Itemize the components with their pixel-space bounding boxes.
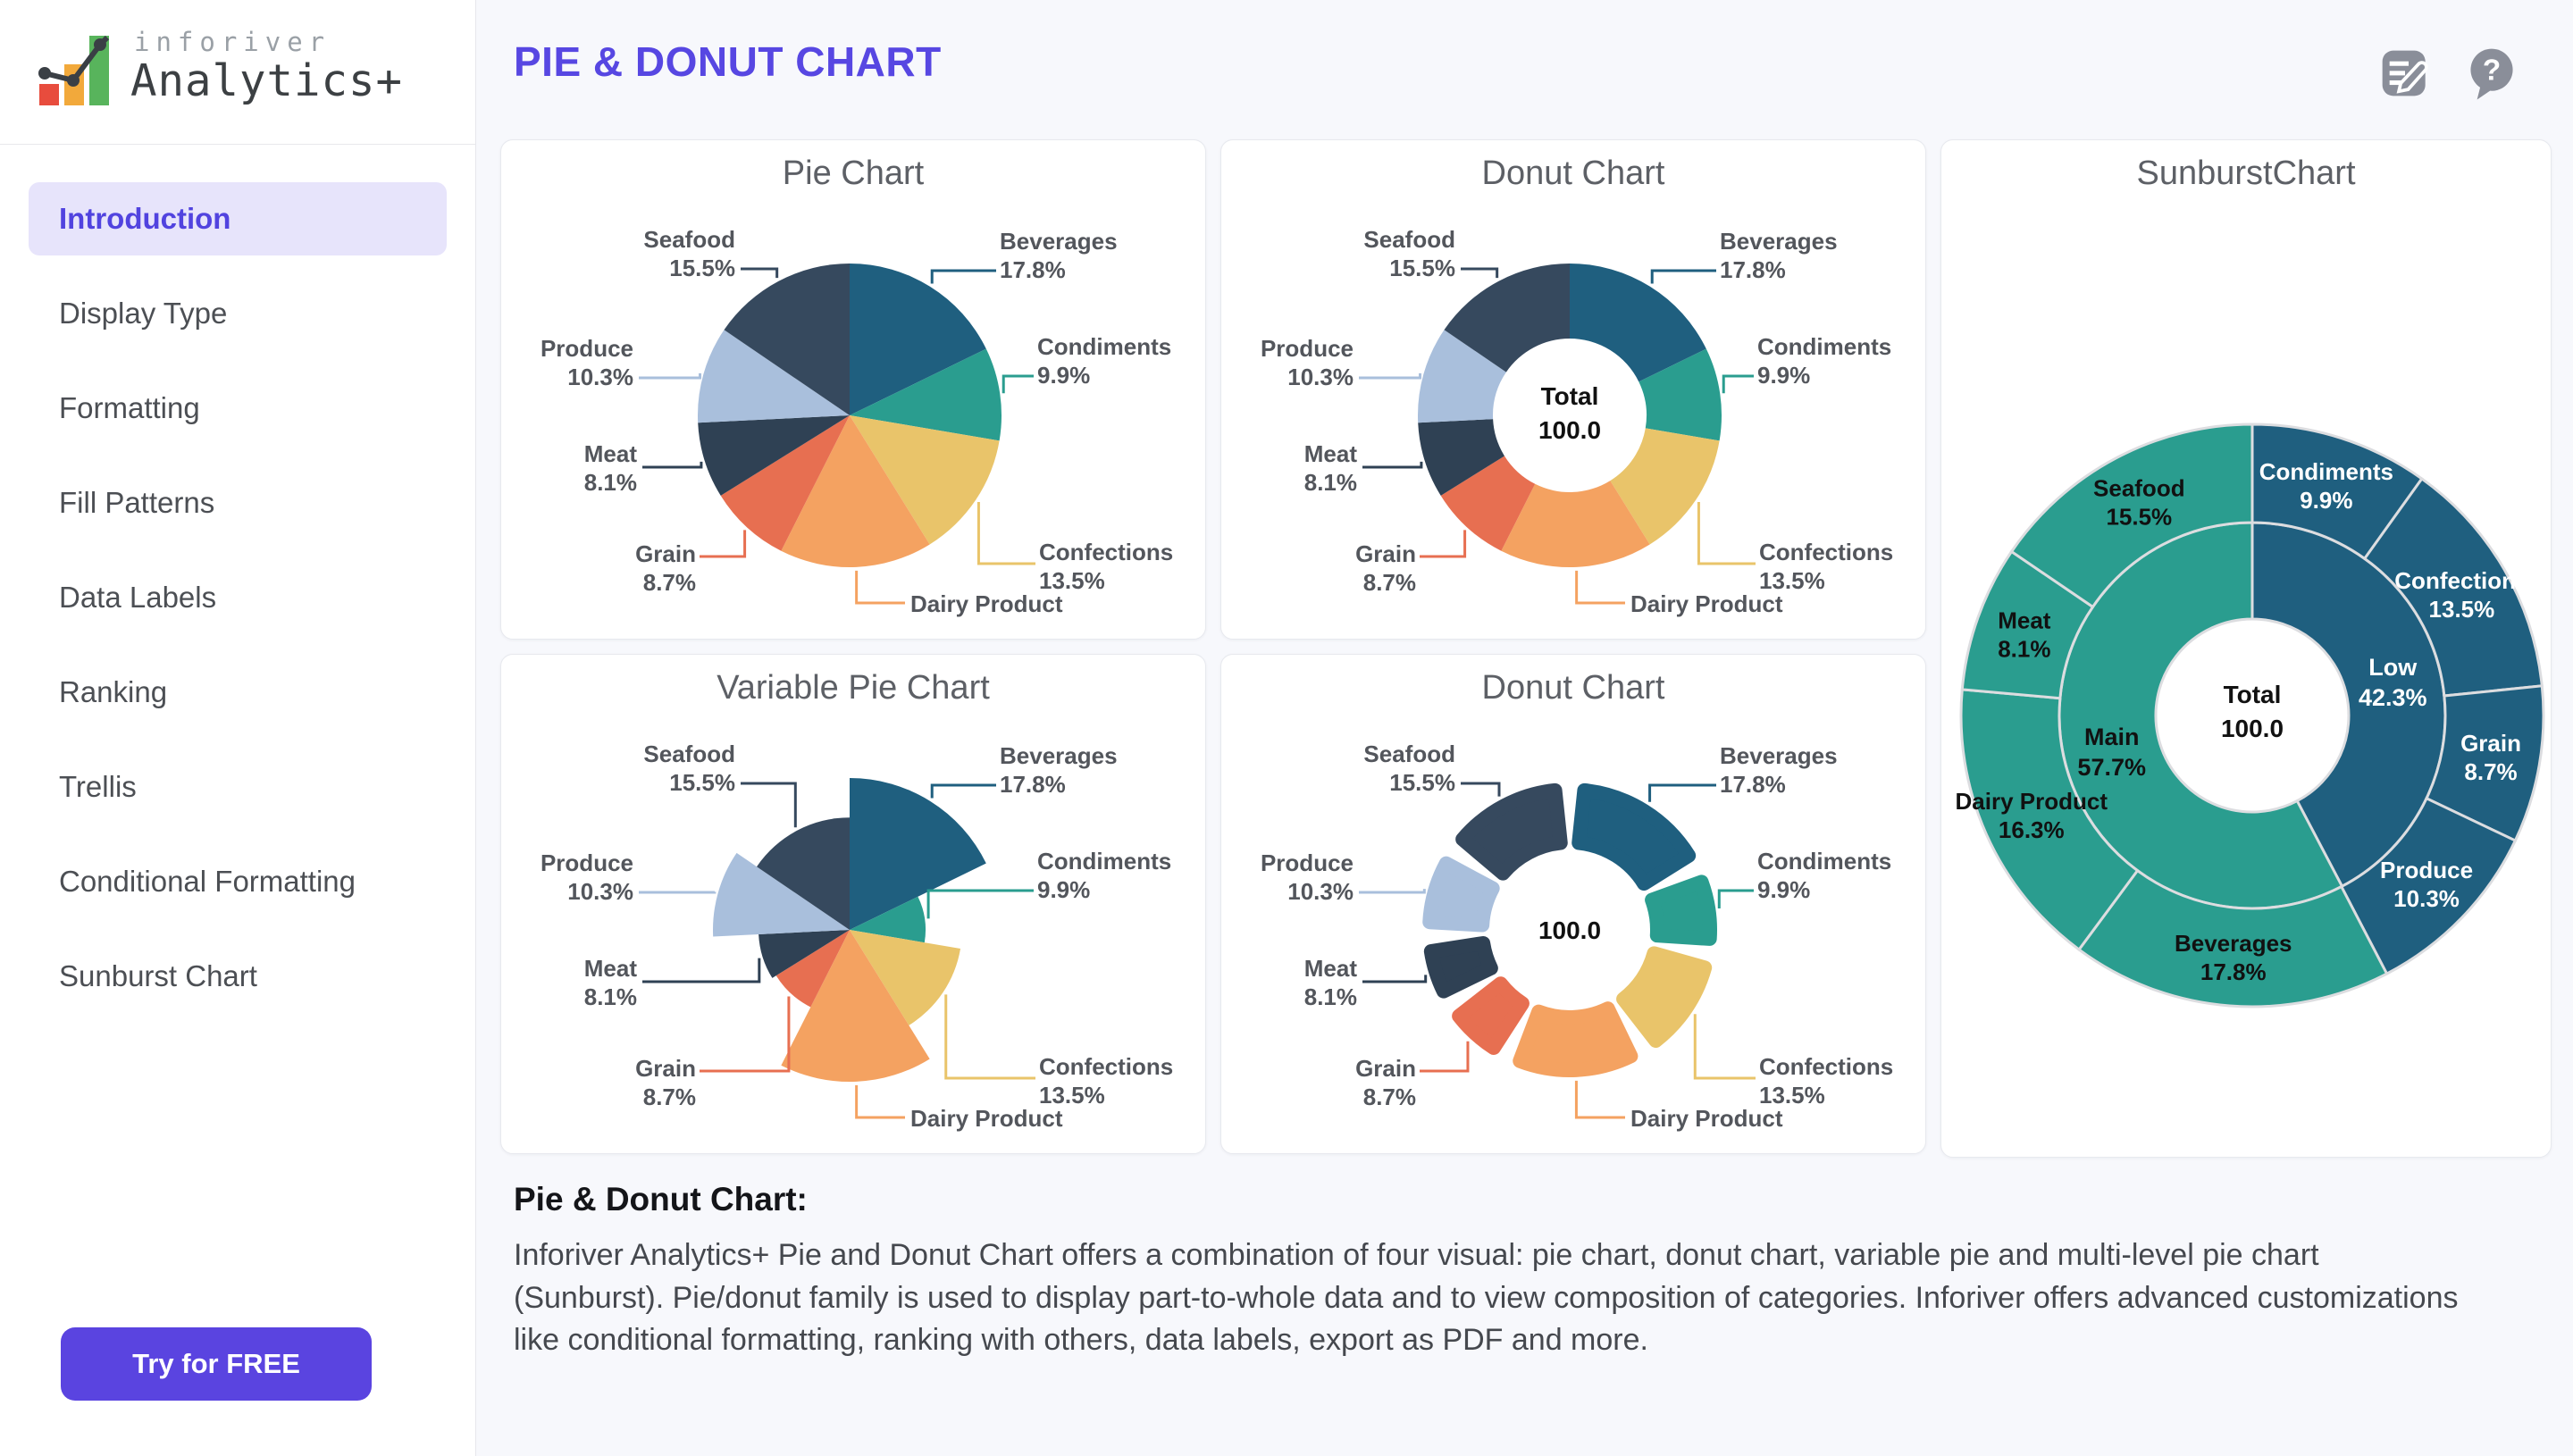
svg-text:Grain: Grain [1355,1055,1416,1082]
svg-text:Seafood: Seafood [643,226,735,253]
panel-title: SunburstChart [2136,155,2356,192]
svg-text:8.1%: 8.1% [1303,469,1357,496]
svg-text:Dairy Product: Dairy Product [910,1105,1063,1132]
brand-name-bottom: Analytics+ [130,55,404,106]
svg-text:15.5%: 15.5% [669,255,735,281]
svg-text:Meat: Meat [1303,440,1357,467]
svg-text:8.1%: 8.1% [583,469,637,496]
donut-chart-svg [1221,140,1927,640]
svg-text:?: ? [2482,54,2502,88]
svg-text:Meat: Meat [1303,955,1357,982]
svg-text:Condiments: Condiments [1037,333,1172,360]
svg-text:17.8%: 17.8% [1720,771,1786,798]
svg-text:Condiments: Condiments [1757,848,1892,874]
svg-text:10.3%: 10.3% [2393,885,2460,913]
svg-text:Dairy Product: Dairy Product [1955,788,2108,816]
edit-note-icon[interactable] [2376,45,2434,106]
brand-bars-icon [38,27,123,120]
svg-text:8.7%: 8.7% [1362,569,1416,596]
svg-text:Confections: Confections [2394,567,2529,595]
svg-text:10.3%: 10.3% [567,364,633,390]
sidebar-item-introduction[interactable]: Introduction [29,182,447,255]
svg-text:17.8%: 17.8% [1000,256,1066,283]
sidebar-nav [0,145,476,1034]
svg-text:13.5%: 13.5% [1759,1082,1825,1109]
sidebar-item-display-type[interactable]: Display Type [59,297,228,330]
svg-text:Dairy Product: Dairy Product [1630,1105,1783,1132]
svg-text:9.9%: 9.9% [1757,876,1811,903]
svg-text:Confections: Confections [1759,1053,1894,1080]
svg-text:17.8%: 17.8% [1720,256,1786,283]
panel-title: Variable Pie Chart [717,669,990,707]
svg-text:Grain: Grain [1355,540,1416,567]
svg-text:8.1%: 8.1% [1303,983,1357,1010]
svg-text:Condiments: Condiments [2259,457,2393,485]
svg-text:8.7%: 8.7% [1362,1084,1416,1110]
svg-text:13.5%: 13.5% [1039,567,1105,594]
svg-text:57.7%: 57.7% [2077,753,2146,781]
try-for-free-button[interactable]: Try for FREE [61,1327,372,1401]
sunburst-chart-svg [1941,140,2552,1159]
sidebar-item-formatting[interactable]: Formatting [59,391,200,424]
svg-text:Grain: Grain [2460,730,2522,757]
svg-text:Grain: Grain [635,540,696,567]
svg-text:8.7%: 8.7% [642,1084,696,1110]
panel-donut-chart [1220,139,1926,640]
svg-text:Produce: Produce [540,335,633,362]
panel-separated-donut-chart [1220,654,1926,1154]
svg-text:Main: Main [2083,723,2140,750]
svg-text:17.8%: 17.8% [1000,771,1066,798]
svg-text:100.0: 100.0 [2220,715,2284,742]
svg-text:Meat: Meat [1998,607,2051,634]
panel-sunburst-chart [1940,139,2552,1158]
svg-text:Produce: Produce [1260,335,1354,362]
svg-text:9.9%: 9.9% [1037,362,1091,389]
svg-text:Seafood: Seafood [2093,474,2185,502]
svg-text:10.3%: 10.3% [567,878,633,905]
svg-text:9.9%: 9.9% [2300,486,2353,514]
svg-text:Dairy Product: Dairy Product [1630,590,1783,617]
svg-text:Beverages: Beverages [1720,742,1838,769]
svg-text:9.9%: 9.9% [1037,876,1091,903]
svg-text:42.3%: 42.3% [2359,684,2427,712]
sidebar-item-sunburst-chart[interactable]: Sunburst Chart [59,959,257,992]
svg-text:Confections: Confections [1039,1053,1174,1080]
svg-text:Beverages: Beverages [1000,742,1118,769]
svg-text:Total: Total [2223,681,2282,708]
svg-text:8.7%: 8.7% [2464,758,2518,786]
svg-text:13.5%: 13.5% [1759,567,1825,594]
sidebar-item-trellis[interactable]: Trellis [59,770,137,803]
svg-text:16.3%: 16.3% [1998,816,2065,844]
svg-text:15.5%: 15.5% [669,769,735,796]
svg-text:15.5%: 15.5% [1389,255,1455,281]
svg-text:Meat: Meat [583,955,637,982]
panel-variable-pie-chart [500,654,1206,1154]
svg-text:17.8%: 17.8% [2200,958,2267,986]
panel-title: Donut Chart [1481,669,1665,707]
svg-text:Grain: Grain [635,1055,696,1082]
svg-text:Condiments: Condiments [1757,333,1892,360]
svg-text:8.1%: 8.1% [583,983,637,1010]
svg-text:Confections: Confections [1759,539,1894,565]
sidebar-item-conditional-formatting[interactable]: Conditional Formatting [59,865,356,898]
page-title: PIE & DONUT CHART [514,38,942,85]
sidebar-item-fill-patterns[interactable]: Fill Patterns [59,486,215,519]
svg-text:10.3%: 10.3% [1287,878,1354,905]
svg-text:8.1%: 8.1% [1998,635,2051,663]
svg-text:Beverages: Beverages [1720,228,1838,255]
svg-text:Beverages: Beverages [1000,228,1118,255]
svg-text:Produce: Produce [1260,849,1354,876]
logo [0,0,475,145]
svg-text:Seafood: Seafood [1363,226,1455,253]
help-icon[interactable] [2464,45,2519,106]
brand-name-top: inforiver [134,27,331,57]
svg-text:9.9%: 9.9% [1757,362,1811,389]
panel-pie-chart [500,139,1206,640]
description-heading: Pie & Donut Chart: [514,1181,808,1218]
variable-pie-chart-svg [501,655,1207,1155]
svg-text:13.5%: 13.5% [1039,1082,1105,1109]
svg-text:Meat: Meat [583,440,637,467]
svg-text:Produce: Produce [540,849,633,876]
description-body: Inforiver Analytics+ Pie and Donut Chart offers a combination of four visual: pie chart, donut chart, variable pie and multi-level pie chart (Sunburst). Pie/donut family is used to display part-to-whole data and to view composition of categories. Inforiver offers advanced customizations like conditional formatting, ranking with others, data labels, export as PDF and more. [514,1238,2459,1358]
panel-title: Pie Chart [782,155,925,192]
svg-text:15.5%: 15.5% [2106,503,2173,531]
svg-text:100.0: 100.0 [1538,916,1602,944]
svg-text:Dairy Product: Dairy Product [910,590,1063,617]
svg-text:Low: Low [2368,654,2418,682]
svg-text:Beverages: Beverages [2174,930,2292,958]
svg-text:Seafood: Seafood [1363,741,1455,767]
sidebar-item-ranking[interactable]: Ranking [59,675,168,708]
svg-text:15.5%: 15.5% [1389,769,1455,796]
svg-text:Seafood: Seafood [643,741,735,767]
svg-text:Condiments: Condiments [1037,848,1172,874]
svg-text:Confections: Confections [1039,539,1174,565]
svg-text:Total: Total [1540,382,1599,410]
svg-text:8.7%: 8.7% [642,569,696,596]
svg-text:100.0: 100.0 [1538,416,1602,444]
svg-text:10.3%: 10.3% [1287,364,1354,390]
svg-text:13.5%: 13.5% [2428,596,2495,623]
sidebar-item-data-labels[interactable]: Data Labels [59,581,217,614]
svg-text:Produce: Produce [2380,857,2474,884]
panel-title: Donut Chart [1481,155,1665,192]
separated-donut-chart-svg [1221,655,1927,1155]
description-section [514,1181,2470,1362]
sidebar [0,0,476,1456]
pie-chart-svg [501,140,1207,640]
